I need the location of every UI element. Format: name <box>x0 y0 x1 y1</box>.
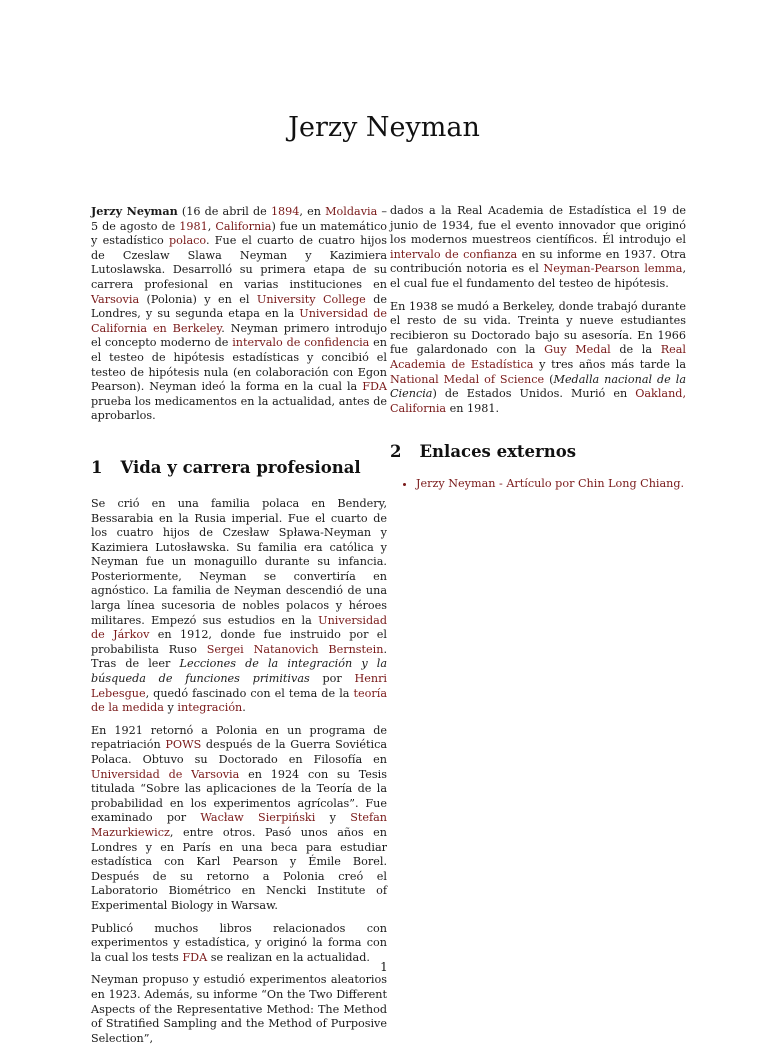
medal-translation: Medalla nacional de la Ciencia <box>390 372 687 401</box>
section-1-paragraph-3 <box>91 922 387 966</box>
text: (Polonia) y en el <box>139 292 257 306</box>
link-uc-berkeley[interactable]: Universidad de California en Berkeley <box>91 307 388 335</box>
text: , quedó fascinado con el tema de la <box>145 686 354 700</box>
section-1-paragraph-2 <box>91 724 387 914</box>
section-2-number: 2 <box>390 442 402 462</box>
external-links-list <box>390 477 686 492</box>
text: prueba los medicamentos en la actualidad, antes de aprobarlos. <box>91 394 387 423</box>
text: de Londres, y su segunda etapa en la <box>91 292 388 321</box>
link-integracion[interactable]: integración <box>177 701 243 715</box>
link-oakland[interactable]: Oakland, California <box>390 387 686 415</box>
link-moldavia[interactable]: Moldavia <box>325 205 378 218</box>
link-fda-tests[interactable]: FDA <box>182 950 208 964</box>
link-pows[interactable]: POWS <box>165 738 202 752</box>
link-universidad-varsovia[interactable]: Universidad de Varsovia <box>91 767 240 781</box>
link-real-academia[interactable]: Real Academia de Estadística <box>390 343 686 371</box>
page-number: 1 <box>380 960 388 974</box>
intro-paragraph <box>91 204 387 424</box>
text: . <box>242 701 246 715</box>
text: En 1921 retornó a Polonia en un programa de repatriación <box>91 723 387 752</box>
text: . Tras de leer <box>91 642 387 671</box>
section-2-title: Enlaces externos <box>419 442 577 462</box>
text: en 1981. <box>446 401 500 415</box>
link-neyman-pearson-lemma[interactable]: Neyman-Pearson lemma <box>543 262 683 276</box>
list-item[interactable]: • Jerzy Neyman - Artículo por Chin Long Chiang. <box>416 477 686 492</box>
section-2-heading <box>390 442 686 461</box>
text: dados a la Real Academia de Estadística el 19 de junio de 1934, fue el evento innovador que originó los modernos muestreos científicos. Él introdujo el <box>390 204 686 247</box>
text: . Fue el cuarto de cuatro hijos de Czeslaw Slawa Neyman y Kazimiera Lutoslawska. Desarrolló su primera etapa de su carrera profesional en varias instituciones en <box>91 234 387 291</box>
link-1894[interactable]: 1894 <box>270 205 300 218</box>
text: ( <box>544 372 554 386</box>
text: en su informe en 1937. Otra contribución notoria es el <box>390 247 686 276</box>
text: ) fue un matemático y estadístico <box>91 219 387 248</box>
right-column <box>390 204 686 492</box>
text: Neyman propuso y estudió experimentos aleatorios en 1923. Además, su informe “On the Two Different Aspects of the Representative Method: The Method of Stratified Sampling and the Method of Purposive Selection”, <box>91 973 387 1045</box>
link-fda[interactable]: FDA <box>362 380 387 394</box>
link-university-college[interactable]: University College <box>256 292 366 306</box>
right-paragraph-2 <box>390 300 686 417</box>
text: (16 de abril de <box>177 205 271 218</box>
text: ) de Estados Unidos. Murió en <box>432 387 636 401</box>
link-guy-medal[interactable]: Guy Medal <box>544 343 611 357</box>
link-1981[interactable]: 1981 <box>179 219 208 233</box>
text: en el testeo de hipótesis estadísticas y concibió el testeo de hipótesis nula (en colaboración con Egon Pearson). Neyman ideó la forma en la cual la <box>91 336 387 394</box>
text: en 1924 con su Tesis titulada “Sobre las aplicaciones de la Teoría de la probabilidad en los experimentos agrícolas”. Fue examinado por <box>91 767 387 825</box>
section-1-heading <box>91 458 387 477</box>
link-universidad-jarkov[interactable]: Universidad de Járkov <box>91 613 387 642</box>
text: , el cual fue el fundamento del testeo de hipótesis. <box>390 262 686 290</box>
link-teoria-medida[interactable]: teoría de la medida <box>91 686 387 715</box>
section-1-paragraph-1 <box>91 497 387 716</box>
book-title: Lecciones de la integración y la búsqueda de funciones primitivas <box>91 657 387 686</box>
link-henri-lebesgue[interactable]: Henri Lebesgue <box>91 672 388 700</box>
left-column <box>91 204 387 1054</box>
link-national-medal[interactable]: National Medal of Science <box>390 372 545 386</box>
text: se realizan en la actualidad. <box>207 950 370 964</box>
text: de la <box>610 343 661 357</box>
link-sierpinski[interactable]: Wacław Sierpiński <box>200 811 316 825</box>
section-1-number: 1 <box>91 457 103 477</box>
text: – 5 de agosto de <box>91 205 388 233</box>
text: después de la Guerra Soviética Polaca. Obtuvo su Doctorado en Filosofía en <box>91 738 388 766</box>
text: , en <box>299 205 326 218</box>
text: Se crió en una familia polaca en Bendery, Bessarabia en la Rusia imperial. Fue el cuarto de los cuatro hijos de Czesław Spława-Neyman y Kazimiera Lutosławska. Su familia era católica y Neyman fue un monaguillo durante su infancia. Posteriormente, Neyman se convertiría en agnóstico. La familia de Neyman descendió de una larga línea sucesoria de nobles polacos y héroes militares. Empezó sus estudios en la <box>91 496 387 627</box>
text: y <box>163 701 178 715</box>
link-varsovia[interactable]: Varsovia <box>91 292 140 306</box>
page-title: Jerzy Neyman <box>288 112 480 143</box>
link-sergei-bernstein[interactable]: Sergei Natanovich Bernstein <box>206 642 384 656</box>
intro-name: Jerzy Neyman <box>91 204 178 218</box>
text: en 1912, donde fue instruido por el probabilista Ruso <box>91 628 388 656</box>
right-paragraph-1 <box>390 204 686 292</box>
text: Publicó muchos libros relacionados con experimentos y estadística, y originó la forma con la cual los tests <box>91 921 387 964</box>
text: y tres años más tarde la <box>533 357 686 371</box>
text: por <box>309 672 355 686</box>
section-1-paragraph-4 <box>91 973 387 1046</box>
link-mazurkiewicz[interactable]: Stefan Mazurkiewicz <box>91 811 388 839</box>
text: , entre otros. Pasó unos años en Londres y en París en una beca para estudiar estadística con Karl Pearson y Émile Borel. Después de su retorno a Polonia creó el Laboratorio Biométrico en Nencki Institute of Experimental Biology in Warsaw. <box>91 825 387 912</box>
text: , <box>207 219 216 233</box>
text: . Neyman primero introdujo el concepto moderno de <box>91 321 387 350</box>
section-1-title: Vida y carrera profesional <box>120 457 361 477</box>
text: y <box>315 811 351 825</box>
text: En 1938 se mudó a Berkeley, donde trabajó durante el resto de su vida. Treinta y nueve estudiantes recibieron su Doctorado bajo su asesoría. En 1966 fue galardonado con la <box>390 299 686 357</box>
link-intervalo-confidencia[interactable]: intervalo de confidencia <box>232 336 370 350</box>
link-intervalo-confianza[interactable]: intervalo de confianza <box>390 247 518 261</box>
link-california[interactable]: California <box>215 219 272 233</box>
link-polaco[interactable]: polaco <box>169 234 206 248</box>
